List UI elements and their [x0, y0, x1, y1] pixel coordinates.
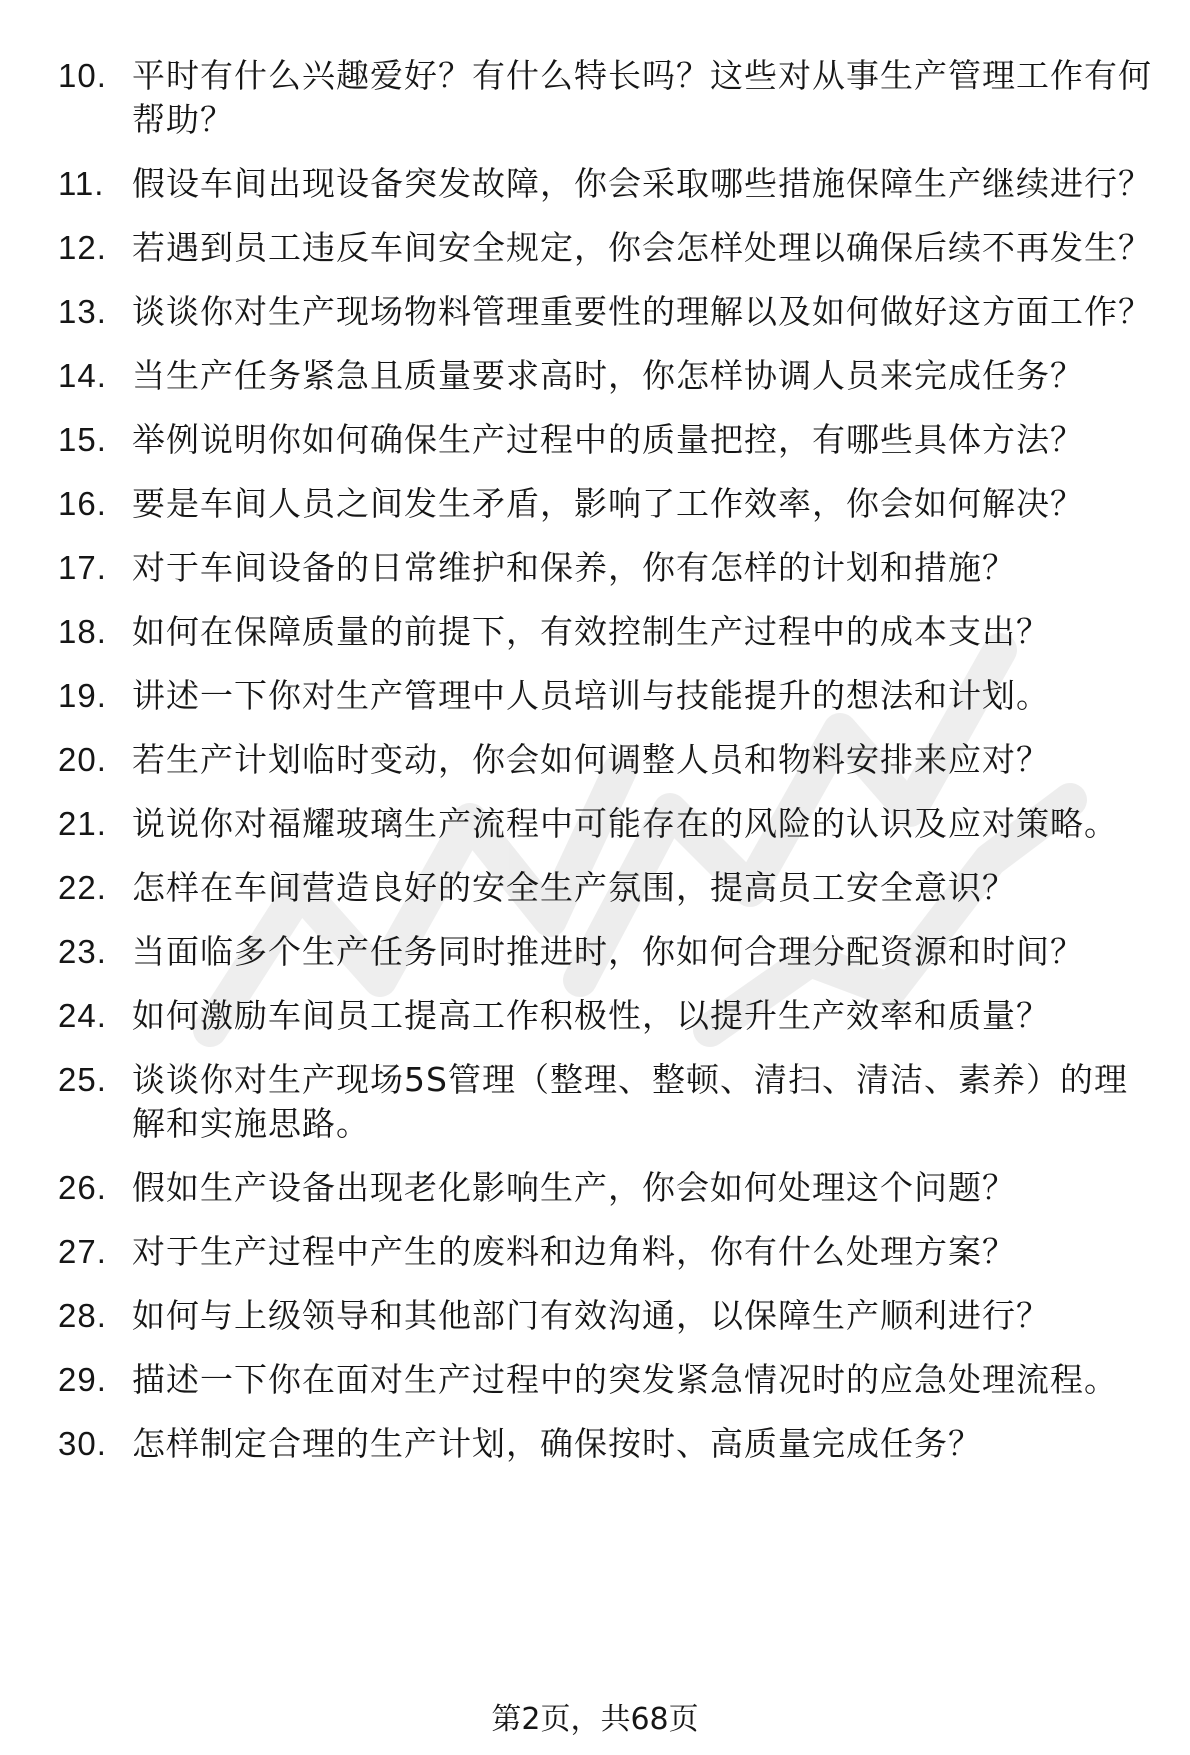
question-number: 19.: [58, 677, 107, 714]
question-number: 22.: [58, 869, 107, 906]
question-item: [0, 802, 1190, 846]
question-item: [0, 1294, 1190, 1338]
question-item: [0, 994, 1190, 1038]
question-item: [0, 546, 1190, 590]
question-item: [0, 930, 1190, 974]
question-text: 当面临多个生产任务同时推进时，你如何合理分配资源和时间？: [132, 932, 1084, 971]
question-number: 13.: [58, 293, 107, 330]
question-number: 17.: [58, 549, 107, 586]
question-text: 如何在保障质量的前提下，有效控制生产过程中的成本支出？: [132, 612, 1050, 651]
question-text: 说说你对福耀玻璃生产流程中可能存在的风险的认识及应对策略。: [132, 804, 1118, 843]
question-number: 15.: [58, 421, 107, 458]
question-list: [0, 54, 1190, 1486]
question-number: 10.: [58, 57, 107, 94]
question-text: 怎样制定合理的生产计划，确保按时、高质量完成任务？: [132, 1424, 982, 1463]
question-item: [0, 1230, 1190, 1274]
question-number: 14.: [58, 357, 107, 394]
question-item: [0, 418, 1190, 462]
question-item: [0, 674, 1190, 718]
question-item: [0, 162, 1190, 206]
question-item: [0, 738, 1190, 782]
page-footer: [0, 1700, 1190, 1740]
question-item: [0, 54, 1190, 142]
question-item: [0, 226, 1190, 270]
question-text: 如何激励车间员工提高工作积极性，以提升生产效率和质量？: [132, 996, 1050, 1035]
question-item: [0, 1166, 1190, 1210]
question-number: 11.: [58, 165, 105, 202]
question-text: 要是车间人员之间发生矛盾，影响了工作效率，你会如何解决？: [132, 484, 1084, 523]
question-text: 对于生产过程中产生的废料和边角料，你有什么处理方案？: [132, 1232, 1016, 1271]
question-number: 16.: [58, 485, 107, 522]
question-number: 30.: [58, 1425, 107, 1462]
question-number: 20.: [58, 741, 107, 778]
question-text: 举例说明你如何确保生产过程中的质量把控，有哪些具体方法？: [132, 420, 1084, 459]
question-text: 若遇到员工违反车间安全规定，你会怎样处理以确保后续不再发生？: [132, 228, 1152, 267]
question-number: 27.: [58, 1233, 107, 1270]
question-number: 25.: [58, 1061, 107, 1098]
question-item: [0, 482, 1190, 526]
question-number: 24.: [58, 997, 107, 1034]
page-number-label: 第2页，共68页: [491, 1702, 699, 1737]
question-text: 怎样在车间营造良好的安全生产氛围，提高员工安全意识？: [132, 868, 1016, 907]
question-text: 讲述一下你对生产管理中人员培训与技能提升的想法和计划。: [132, 676, 1050, 715]
question-number: 28.: [58, 1297, 107, 1334]
question-item: [0, 866, 1190, 910]
question-item: [0, 1058, 1190, 1146]
question-number: 18.: [58, 613, 107, 650]
question-text: 谈谈你对生产现场5S管理（整理、整顿、清扫、清洁、素养）的理解和实施思路。: [132, 1060, 1128, 1143]
question-item: [0, 290, 1190, 334]
question-text: 描述一下你在面对生产过程中的突发紧急情况时的应急处理流程。: [132, 1360, 1118, 1399]
question-text: 如何与上级领导和其他部门有效沟通，以保障生产顺利进行？: [132, 1296, 1050, 1335]
question-text: 当生产任务紧急且质量要求高时，你怎样协调人员来完成任务？: [132, 356, 1084, 395]
question-text: 假如生产设备出现老化影响生产，你会如何处理这个问题？: [132, 1168, 1016, 1207]
question-text: 谈谈你对生产现场物料管理重要性的理解以及如何做好这方面工作？: [132, 292, 1152, 331]
question-number: 12.: [58, 229, 107, 266]
question-number: 23.: [58, 933, 107, 970]
question-item: [0, 610, 1190, 654]
question-number: 21.: [58, 805, 107, 842]
question-number: 29.: [58, 1361, 107, 1398]
question-number: 26.: [58, 1169, 107, 1206]
question-text: 对于车间设备的日常维护和保养，你有怎样的计划和措施？: [132, 548, 1016, 587]
question-text: 若生产计划临时变动，你会如何调整人员和物料安排来应对？: [132, 740, 1050, 779]
question-item: [0, 1422, 1190, 1466]
question-text: 平时有什么兴趣爱好？有什么特长吗？这些对从事生产管理工作有何帮助？: [132, 56, 1152, 139]
question-text: 假设车间出现设备突发故障，你会采取哪些措施保障生产继续进行？: [132, 164, 1152, 203]
question-item: [0, 1358, 1190, 1402]
question-item: [0, 354, 1190, 398]
